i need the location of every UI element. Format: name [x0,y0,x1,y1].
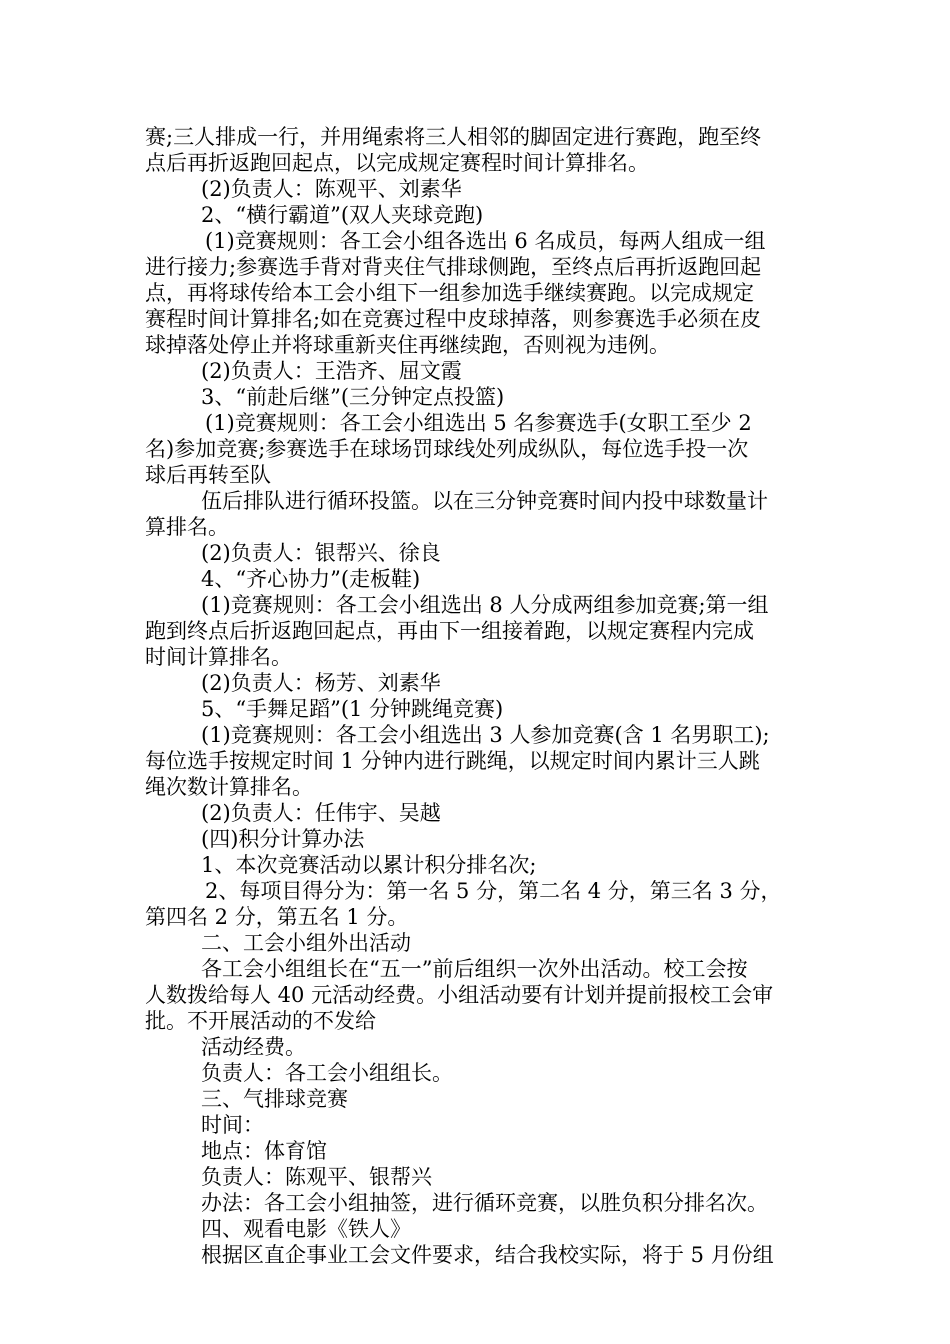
document-line: (1)竞赛规则：各工会小组各选出 6 名成员，每两人组成一组 [205,229,766,253]
document-line: (1)竞赛规则：各工会小组选出 5 名参赛选手(女职工至少 2 [205,411,752,435]
document-line: 5、“手舞足蹈”(1 分钟跳绳竞赛) [201,697,504,721]
document-line: 批。不开展活动的不发给 [145,1009,376,1033]
document-line: 点，再将球传给本工会小组下一组参加选手继续赛跑。以完成规定 [145,281,754,305]
document-line: 赛程时间计算排名;如在竞赛过程中皮球掉落，则参赛选手必须在皮 [145,307,762,331]
document-line: 时间： [201,1113,264,1137]
document-line: 四、观看电影《铁人》 [201,1217,411,1241]
document-line: 第四名 2 分，第五名 1 分。 [145,905,409,929]
document-line: 各工会小组组长在“五一”前后组织一次外出活动。校工会按 [201,957,748,981]
document-line: 二、工会小组外出活动 [201,931,411,955]
document-line: 4、“齐心协力”(走板鞋) [201,567,421,591]
document-line: (2)负责人：王浩齐、屈文霞 [201,359,462,383]
document-line: 地点：体育馆 [201,1139,327,1163]
document-line: 三、气排球竞赛 [201,1087,348,1111]
document-line: (2)负责人：陈观平、刘素华 [201,177,462,201]
document-line: 3、“前赴后继”(三分钟定点投篮) [201,385,505,409]
document-line: 活动经费。 [201,1035,306,1059]
document-line: 每位选手按规定时间 1 分钟内进行跳绳，以规定时间内累计三人跳 [145,749,760,773]
document-line: (2)负责人：任伟宇、吴越 [201,801,441,825]
document-line: 球掉落处停止并将球重新夹住再继续跑，否则视为违例。 [145,333,670,357]
document-line: (四)积分计算办法 [201,827,365,851]
document-line: 负责人：陈观平、银帮兴 [201,1165,432,1189]
document-line: 赛;三人排成一行，并用绳索将三人相邻的脚固定进行赛跑，跑至终 [145,125,762,149]
document-line: (2)负责人：银帮兴、徐良 [201,541,441,565]
document-line: 绳次数计算排名。 [145,775,313,799]
document-line: 算排名。 [145,515,229,539]
document-line: 1、本次竞赛活动以累计积分排名次; [201,853,537,877]
document-line: 球后再转至队 [145,463,271,487]
document-line: 跑到终点后折返跑回起点，再由下一组接着跑，以规定赛程内完成 [145,619,754,643]
document-line: 人数拨给每人 40 元活动经费。小组活动要有计划并提前报校工会审 [145,983,774,1007]
document-line: 负责人：各工会小组组长。 [201,1061,453,1085]
document-line: 2、每项目得分为：第一名 5 分，第二名 4 分，第三名 3 分， [205,879,782,903]
document-line: 2、“横行霸道”(双人夹球竞跑) [201,203,484,227]
document-line: 进行接力;参赛选手背对背夹住气排球侧跑，至终点后再折返跑回起 [145,255,762,279]
document-line: 办法：各工会小组抽签，进行循环竞赛，以胜负积分排名次。 [201,1191,768,1215]
document-line: 伍后排队进行循环投篮。以在三分钟竞赛时间内投中球数量计 [201,489,768,513]
document-line: (2)负责人：杨芳、刘素华 [201,671,441,695]
document-line: 时间计算排名。 [145,645,292,669]
document-line: (1)竞赛规则：各工会小组选出 8 人分成两组参加竞赛;第一组 [201,593,769,617]
document-line: 名)参加竞赛;参赛选手在球场罚球线处列成纵队，每位选手投一次 [145,437,749,461]
document-line: (1)竞赛规则：各工会小组选出 3 人参加竞赛(含 1 名男职工); [201,723,770,747]
document-line: 根据区直企事业工会文件要求，结合我校实际，将于 5 月份组 [201,1243,774,1267]
document-line: 点后再折返跑回起点，以完成规定赛程时间计算排名。 [145,151,649,175]
document-body [145,124,810,1268]
